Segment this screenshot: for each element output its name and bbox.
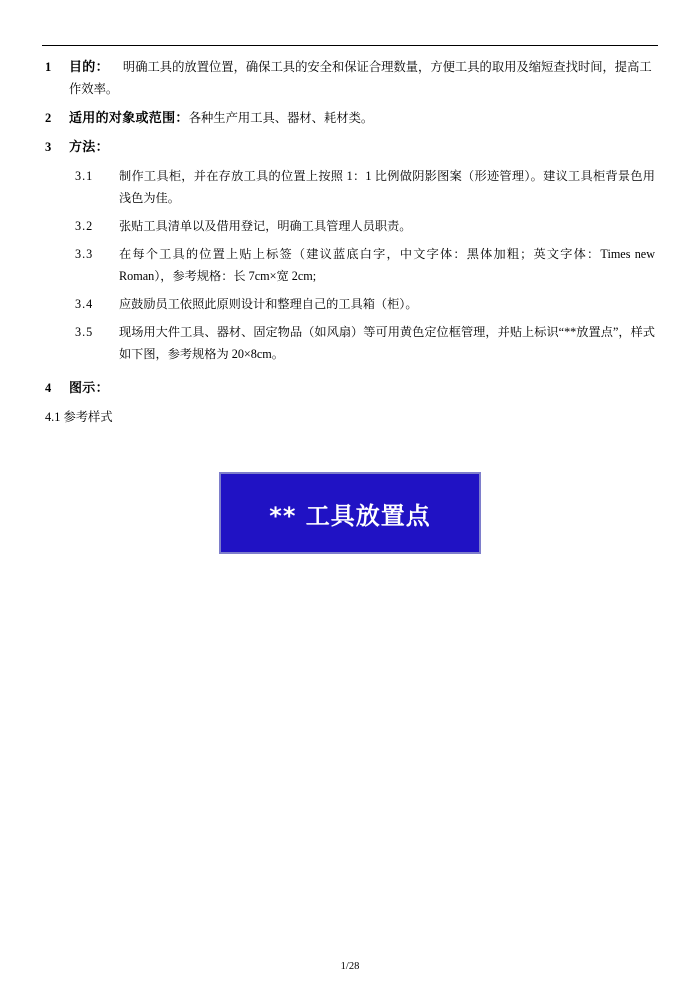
section-1-number: 1 xyxy=(45,60,52,74)
section-2-text: 各种生产用工具、器材、耗材类。 xyxy=(188,111,374,125)
subsection-3-3 xyxy=(45,243,655,287)
subsection-3-2-number: 3.2 xyxy=(75,219,94,233)
subsection-3-1-number: 3.1 xyxy=(75,169,94,183)
subsection-3-5 xyxy=(45,321,655,365)
section-3-number: 3 xyxy=(45,140,52,154)
document-content xyxy=(45,56,655,554)
section-2-body xyxy=(69,107,655,129)
subsection-4-1-title: 参考样式 xyxy=(63,410,113,424)
section-1 xyxy=(45,56,655,100)
section-2 xyxy=(45,107,655,129)
subsection-3-4 xyxy=(45,293,655,315)
section-1-title: 目的： xyxy=(69,59,109,74)
section-4-title: 图示： xyxy=(69,380,109,395)
sign-sample-container xyxy=(45,472,655,554)
subsection-3-2-text: 张贴工具清单以及借用登记，明确工具管理人员职责。 xyxy=(119,219,412,233)
header-divider xyxy=(42,45,658,46)
page-number: 1/28 xyxy=(340,961,360,972)
subsection-3-3-text: 在每个工具的位置上贴上标签（建议蓝底白字，中文字体：黑体加粗；英文字体：Times new Roman），参考规格：长 7cm×宽 2cm; xyxy=(119,247,655,283)
subsection-3-3-number: 3.3 xyxy=(75,247,94,261)
subsection-3-1 xyxy=(45,165,655,209)
section-4-number: 4 xyxy=(45,381,52,395)
subsection-3-5-text: 现场用大件工具、器材、固定物品（如风扇）等可用黄色定位框管理，并贴上标识“**放置点”，样式如下图，参考规格为 20×8cm。 xyxy=(119,325,655,361)
page-footer xyxy=(0,961,700,972)
section-3-title: 方法： xyxy=(69,139,109,154)
section-4 xyxy=(45,377,655,399)
section-2-number: 2 xyxy=(45,111,52,125)
subsection-4-1-number: 4.1 xyxy=(45,410,61,424)
section-1-text: 明确工具的放置位置，确保工具的安全和保证合理数量，方便工具的取用及缩短查找时间，提高工作效率。 xyxy=(69,60,652,96)
subsection-4-1 xyxy=(45,406,655,428)
subsection-3-2 xyxy=(45,215,655,237)
section-2-title: 适用的对象或范围： xyxy=(69,110,189,125)
section-1-body xyxy=(69,56,655,100)
subsection-3-4-number: 3.4 xyxy=(75,297,94,311)
subsection-3-1-text: 制作工具柜，并在存放工具的位置上按照 1：1 比例做阴影图案（形迹管理）。建议工具柜背景色用浅色为佳。 xyxy=(119,169,655,205)
tool-placement-sign xyxy=(219,472,481,554)
section-3 xyxy=(45,136,655,158)
subsection-3-4-text: 应鼓励员工依照此原则设计和整理自己的工具箱（柜）。 xyxy=(119,297,418,311)
tool-placement-sign-label: ** 工具放置点 xyxy=(269,501,431,530)
section-4-body xyxy=(69,377,655,399)
section-3-body xyxy=(69,136,655,158)
subsection-3-5-number: 3.5 xyxy=(75,325,94,339)
